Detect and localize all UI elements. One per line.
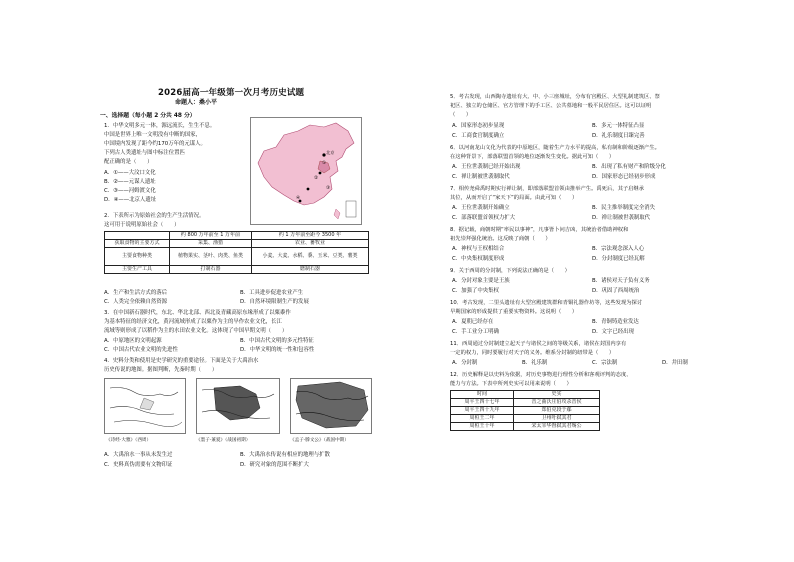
q3-option: B．中国古代文明的多元性特征 xyxy=(240,338,314,344)
q12-table-cell: 周平王四十七年 xyxy=(451,399,514,407)
q11-option: A．分封制 xyxy=(452,360,478,366)
q1-stem-line: 下列古人类遗址与图中标注位置匹 xyxy=(104,150,185,156)
q12-table-cell: 晋之曲沃庄伯攻杀晋侯 xyxy=(514,399,600,407)
q2-table-cell: 主要生产工具 xyxy=(105,266,170,274)
dayu-map-xizhou xyxy=(104,378,186,434)
q1-stem-line: 配正确的是（ ） xyxy=(104,159,153,165)
q1-stem-line: 中国境内发现了距今约170万年的元谋人。 xyxy=(104,141,206,147)
q2-option: B．工具进步促进农业产生 xyxy=(240,290,303,296)
q5-stem-line: 5．考古发现，山西陶寺遗址有大、中、小三座城址，分布有宫殿区、大型礼制建筑区、祭 xyxy=(450,94,660,100)
q5-option: A．国家形态初步显现 xyxy=(452,123,505,129)
q3-stem-line: 流域等则形成了以稻作为主的水田农业文化。这体现了中国早期文明（ ） xyxy=(104,328,288,334)
q8-stem-line: 祖先崇拜强化统治。这反映了商朝（ ） xyxy=(450,236,551,242)
section-heading: 一、选择题（每小题 2 分共 48 分） xyxy=(100,113,196,119)
q5-stem-line: （ ） xyxy=(450,112,472,118)
q2-table-cell: 打制石器 xyxy=(170,266,252,274)
q2-option: A．生产和生活方式的落后 xyxy=(104,290,167,296)
q7-stem-line: 其位，从而开启了“家天下”的局面。由此可知（ ） xyxy=(450,195,578,201)
q11-option: C．宗法制 xyxy=(592,360,618,366)
q2-table-cell: 获取食物的主要方式 xyxy=(105,240,170,248)
map-label-3: ③ xyxy=(326,186,331,191)
q11-option: D．井田制 xyxy=(662,360,688,366)
map-caption: 《孟子·滕文公》（战国中期） xyxy=(290,438,349,443)
q10-option: A．夏朝已经存在 xyxy=(452,319,494,325)
q1-option: C．③——河姆渡文化 xyxy=(104,188,156,194)
q4-stem-line: 历史传说的地图。据图判断，先秦时期（ ） xyxy=(104,367,218,373)
q4-option: D．研究对象的范围不断扩大 xyxy=(240,462,309,468)
q8-option: A．神权与王权相结合 xyxy=(452,246,505,252)
q2-table-header xyxy=(105,232,170,240)
q12-stem-line: 12．历史解释是以史料为依据，对历史事物进行理性分析和客观评判的态度、 xyxy=(450,372,632,378)
q6-option: D．国家形态已经初步形成 xyxy=(592,174,656,180)
q9-option: B．诸侯对天子负有义务 xyxy=(592,278,650,284)
q6-option: A．王位世袭制已经开始出现 xyxy=(452,164,521,170)
q7-option: C．部落联盟首领权力扩大 xyxy=(452,215,516,221)
q9-option: D．巩固了西周统治 xyxy=(592,288,640,294)
q12-table-cell: 周平王四十九年 xyxy=(451,407,514,415)
q2-table-header: 约 1 万年前至距今 3500 年 xyxy=(251,232,368,240)
q7-option: D．禅让制被世袭制取代 xyxy=(592,215,651,221)
map-caption: 《墨子·兼爱》（战国初期） xyxy=(196,438,251,443)
author-line: 命题人：桑小平 xyxy=(175,99,218,106)
q2-table-header: 约 800 万年前至 1 万年前 xyxy=(170,232,252,240)
q4-option: C．史料真伪需要有文物印证 xyxy=(104,462,173,468)
site-marker-icon xyxy=(307,188,310,191)
dayu-map-zhanguo-early xyxy=(196,378,280,434)
q6-stem-line: 6．以河南龙山文化为代表的中原地区，随着生产力水平的提高，私有制和阶级逐渐产生。 xyxy=(450,145,660,151)
q12-table-cell: 郑伯克段于鄢 xyxy=(514,407,600,415)
china-map-figure xyxy=(250,117,362,225)
q2-stem-line: 这可用于说明原始社会（ ） xyxy=(104,222,180,228)
q4-option: B．大禹治水传说有相应的地理与扩散 xyxy=(240,452,330,458)
q5-stem-line: 祀区、独立的仓储区、官方管理下的手工区、公共墓地和一般平民居住区。这可以证明 xyxy=(450,103,652,109)
map-label-4: ④ xyxy=(296,196,301,201)
q2-stem-line: 2．下表所示为原始社会的生产生活情况。 xyxy=(104,213,205,219)
q2-table-cell: 小麦、大麦、水稻、黍、玉米、豆类、薯类 xyxy=(251,248,368,266)
q2-table-cell: 农业、畜牧业 xyxy=(251,240,368,248)
q2-table-cell: 磨制石器 xyxy=(251,266,368,274)
q3-option: A．中原地区的文明起源 xyxy=(104,338,162,344)
q1-option: B．②——元谋人遗址 xyxy=(104,179,156,185)
q10-option: C．手工业分工明确 xyxy=(452,329,499,335)
q8-option: D．分封制度已经瓦解 xyxy=(592,256,645,262)
q12-table xyxy=(450,390,600,431)
q1-option: D．④——北京人遗址 xyxy=(104,197,157,203)
q10-stem-line: 早期国家的形成提供了重要实物资料。这说明（ ） xyxy=(450,309,578,315)
q3-option: C．中国古代农业文明的先进性 xyxy=(104,347,178,353)
map-caption: 《诗经·大雅》（西周） xyxy=(106,438,152,443)
q10-option: D．文字已经出现 xyxy=(592,329,634,335)
q6-option: B．出现了私有财产和阶级分化 xyxy=(592,164,666,170)
site-marker-icon xyxy=(319,172,322,175)
q9-option: A．分封对象主要是王族 xyxy=(452,278,510,284)
q2-option: C．人类完全依赖自然资源 xyxy=(104,299,168,305)
q8-option: C．中央集权制度形成 xyxy=(452,256,505,262)
q2-table-cell: 植物果实、茎叶、肉类、鱼类 xyxy=(170,248,252,266)
q2-table-cell: 采集、渔猎 xyxy=(170,240,252,248)
q2-table-cell: 主要食物种类 xyxy=(105,248,170,266)
q12-table-cell: 周桓王十年 xyxy=(451,423,514,431)
map-label-1: ① xyxy=(322,161,327,166)
q8-stem-line: 8．据记载，商朝时期“率民以事神”，凡事皆卜问吉凶，其统治者借助神权和 xyxy=(450,227,629,233)
q1-stem-line: 中国是世界上唯一文明没有中断的国家， xyxy=(104,132,202,138)
q7-option: A．王位世袭制开始确立 xyxy=(452,205,510,211)
q2-option: D．自然环境限制生产的发展 xyxy=(240,299,309,305)
q5-option: B．多元一体特征凸显 xyxy=(592,123,645,129)
q12-table-header: 史实 xyxy=(514,391,600,399)
q10-option: B．青铜铸造业发达 xyxy=(592,319,639,325)
q9-option: C．加强了中央集权 xyxy=(452,288,499,294)
q1-option: A．①——大汶口文化 xyxy=(104,170,156,176)
dayu-map-zhanguo-mid xyxy=(290,378,372,434)
q8-option: B．宗法观念深入人心 xyxy=(592,246,645,252)
q12-stem-line: 能力与方法。下表中所列史实可以用来说明（ ） xyxy=(450,381,572,387)
q12-table-header: 时间 xyxy=(451,391,514,399)
q4-option: A．大禹治水一事从未发生过 xyxy=(104,452,173,458)
q6-option: C．禅让制被世袭制取代 xyxy=(452,174,510,180)
q2-table xyxy=(104,231,369,274)
q9-stem-line: 9．关于西周的分封制，下列说法正确的是（ ） xyxy=(450,268,570,274)
q6-stem-line: 在这种背景下，部落联盟首领的地位逐渐发生变化。据此可知（ ） xyxy=(450,154,615,160)
q3-stem-line: 为基本特征的经济文化，黄河流域形成了以粟作为主的旱作农业文化，长江 xyxy=(104,319,282,325)
q3-stem-line: 3．在中国新石器时代，东北、华北北部、西北及青藏高原东缘形成了以粟黍作 xyxy=(104,310,291,316)
q10-stem-line: 10．考古发现，二里头遗址有大型宫殿建筑群和青铜礼器作坊等，这些发现为探讨 xyxy=(450,300,643,306)
q11-stem-line: 一定的权力，同时要履行对天子的义务。维系分封制的纽带是（ ） xyxy=(450,350,615,356)
map-label-2: ② xyxy=(314,176,319,181)
q4-stem-line: 4．史料分类和使用是史学研究的重要途径。下面是关于大禹治水 xyxy=(104,358,259,364)
q7-option: B．民主推举制度完全消失 xyxy=(592,205,655,211)
q12-table-cell: 周桓王二年 xyxy=(451,415,514,423)
q5-option: D．礼乐制度日臻完善 xyxy=(592,133,645,139)
q12-table-cell: 宋太宰华督弑其君殇公 xyxy=(514,423,600,431)
q3-option: D．中华文明的统一性和包容性 xyxy=(240,347,315,353)
q11-option: B．礼乐制 xyxy=(522,360,548,366)
page-title: 2026届高一年级第一次月考历史试题 xyxy=(158,88,305,98)
q1-stem-line: 1．中华文明多元一体，源远流长，生生不息。 xyxy=(104,123,216,129)
map-label-beijing: 北京 xyxy=(326,150,335,155)
q7-stem-line: 7．相传尧舜禹时期实行禅让制，即部落联盟首领由推举产生。禹死后，其子启继承 xyxy=(450,186,645,192)
q12-table-cell: 卫州吁弑其君 xyxy=(514,415,600,423)
q11-stem-line: 11．西周通过分封制建立起天子与诸侯之间的等级关系，诸侯在封国内享有 xyxy=(450,341,627,347)
q5-option: C．工商食官制度确立 xyxy=(452,133,505,139)
